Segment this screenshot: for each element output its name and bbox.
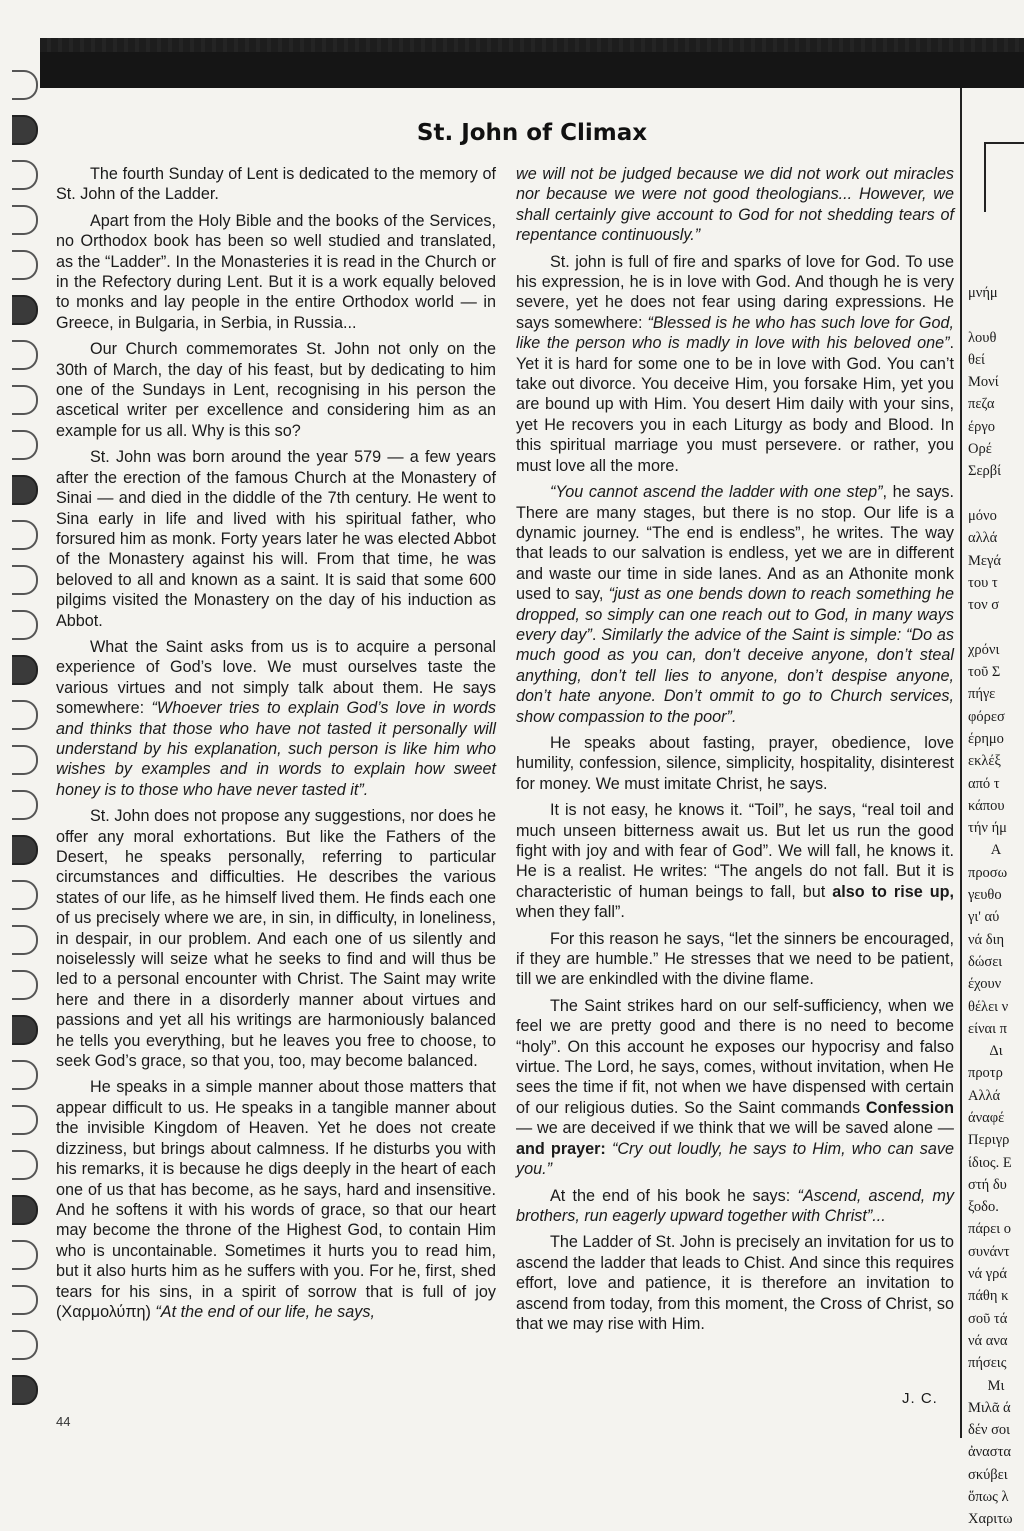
binding-ring — [12, 880, 38, 910]
paragraph — [56, 1077, 496, 1322]
greek-fragment: στή δυ — [968, 1176, 1007, 1193]
greek-fragment: Σερβί — [968, 463, 1002, 480]
binding-ring — [12, 610, 38, 640]
paragraph — [516, 482, 954, 727]
text-run: also to rise up, — [832, 882, 954, 901]
binding-ring — [12, 1060, 38, 1090]
text-run: “At the end of our life, he says, — [155, 1302, 375, 1321]
text-run: What the Saint asks from us is to acquire a personal experience of God’s love. We must ourselves taste the various virtues and not simply talk about them. He says somewhere: — [56, 637, 496, 718]
author-signature: J. C. — [902, 1390, 938, 1407]
greek-fragment: Α — [990, 842, 1002, 859]
greek-fragment: από τ — [968, 775, 1000, 792]
greek-fragment: Ορέ — [968, 441, 992, 458]
greek-fragment: συνάντ — [968, 1243, 1010, 1260]
greek-fragment: νά διη — [968, 931, 1005, 948]
text-run: , he says. There are many stages, but there is no stop. Our life is a dynamic journey. “The end is endless”, he writes. The way that leads to our salvation is endless, yet we are in different and waste our time in side lanes. And as an Athonite monk used to say, — [516, 483, 954, 604]
paragraph — [56, 339, 496, 441]
binding-ring — [12, 295, 38, 325]
paragraph — [516, 929, 954, 990]
greek-fragment: πάρει ο — [968, 1221, 1012, 1238]
greek-fragment: νά γρά — [968, 1266, 1008, 1283]
greek-fragment: έρημο — [968, 730, 1004, 747]
binding-ring — [12, 340, 38, 370]
greek-fragment — [968, 483, 1024, 505]
binding-ring — [12, 1330, 38, 1360]
greek-fragment: δώσει — [968, 953, 1003, 970]
binding-ring — [12, 385, 38, 415]
paragraph — [56, 211, 496, 333]
text-run: It is not easy, he knows it. “Toil”, he says, “real toil and much unseen bitterness await us. But let us run the good fight with joy and with fear of God”. We will fall, he knows it. He is a realist. He writes: “The angels do not fall. But it is characteristic of human beings to fall, but — [516, 801, 954, 901]
binding-ring — [12, 1375, 38, 1405]
text-run: He speaks in a simple manner about those matters that appear difficult to us. He speaks in a tangible manner about the invisible Kingdom of Heaven. Yet he does not create dizziness, but brings about calmness. If he disturbs you with his remarks, it is because he digs deeply in the heart of each one of us that has become, as he says, hard and insensitive. And he softens it with his words of grace, so that our heart may become the throne of the Highest God, to contain Him who is uncontainable. Sometimes it hurts you to read him, but it also hurts him as he suffers with you. For he, first, shed tears for his sins, in a spirit of sorrow that is full of joy (Χαρμολύπη) — [56, 1078, 496, 1321]
text-run: . — [591, 625, 602, 644]
text-run: we will not be judged because we did not work out miracles nor because we were not good theologians... However, we shall certainly give account to God for not shedding tears of repentance continuously.” — [516, 165, 954, 245]
paragraph — [56, 447, 496, 631]
greek-fragment: Δι — [989, 1043, 1003, 1060]
paragraph — [56, 164, 496, 205]
greek-fragment: προσω — [968, 864, 1008, 881]
greek-fragment: εκλέξ — [968, 753, 1001, 770]
text-run: — we are deceived if we think that we will be saved alone — — [516, 1119, 954, 1138]
greek-fragment: Χαριτω — [968, 1511, 1013, 1528]
paragraph — [56, 806, 496, 1071]
middle-column — [516, 164, 954, 1340]
greek-fragment: ὅπως λ — [968, 1489, 1009, 1506]
paragraph — [516, 1232, 954, 1334]
text-run: St. john is full of fire and sparks of love for God. To use his expression, he is in love with God. And though he is very severe, yet he does not fear using daring expressions. He says somewhere: — [516, 252, 954, 332]
corner-bracket — [984, 142, 1024, 212]
greek-fragment: μόνο — [968, 507, 997, 524]
text-run: “Whoever tries to explain God’s love in words and thinks that those who have not tasted it personally will understand by his explanation, such person is like him who wishes by examples and in words to explain how sweet honey is to those who have never tasted it”. — [56, 699, 496, 799]
binding-ring — [12, 205, 38, 235]
binding-ring — [12, 970, 38, 1000]
greek-fragment: θέλει ν — [968, 998, 1009, 1015]
greek-fragment: έχουν — [968, 976, 1002, 993]
greek-fragment: άναφέ — [968, 1109, 1005, 1126]
binding-ring — [12, 835, 38, 865]
binding-ring — [12, 790, 38, 820]
left-column — [56, 164, 496, 1328]
paragraph — [516, 733, 954, 794]
greek-fragment: του τ — [968, 574, 998, 591]
text-run: Similarly the advice of the Saint is simple: “Do as much good as you can, don’t deceive anyone, don’t steal anything, don’t tell lies to anyone, don’t despise anyone, don’t hate anyone. Don’t ommit to go to Church services, show compassion to the poor”. — [516, 625, 954, 726]
greek-fragment: τήν ήμ — [968, 820, 1007, 837]
binding-ring — [12, 655, 38, 685]
binding-ring — [12, 745, 38, 775]
text-run: Our Church commemorates St. John not only on the 30th of March, the day of his feast, but by dedicating to him one of the Sundays in Lent, recognising in his person the ascetical writer per excellence and considering him as an example for us all. Why is this so? — [56, 340, 496, 440]
text-run: when they fall”. — [516, 903, 625, 922]
greek-fragment: γι' αύ — [968, 909, 1000, 926]
paragraph — [516, 252, 954, 476]
greek-fragment: τοῦ Σ — [968, 664, 1001, 681]
greek-fragment: ἀναστα — [968, 1444, 1011, 1461]
greek-fragment: είναι π — [968, 1020, 1007, 1037]
greek-fragment: δέν σοι — [968, 1422, 1011, 1439]
binding-ring — [12, 250, 38, 280]
binding-ring — [12, 430, 38, 460]
greek-fragment: Μεγά — [968, 552, 1001, 569]
greek-fragment: Αλλά — [968, 1087, 1001, 1104]
greek-fragment: Περιγρ — [968, 1132, 1010, 1149]
greek-fragment: σοῦ τά — [968, 1310, 1008, 1327]
top-scan-band — [40, 38, 1024, 88]
greek-fragment: χρόνι — [968, 641, 1000, 658]
binding-ring — [12, 70, 38, 100]
binding-ring — [12, 700, 38, 730]
right-column-fragments — [968, 282, 1024, 1531]
text-run: “Cry out loudly, he says to Him, who can save you.” — [516, 1139, 954, 1179]
paragraph — [516, 1186, 954, 1227]
binding-ring — [12, 1015, 38, 1045]
binding-ring — [12, 475, 38, 505]
greek-fragment: λουθ — [968, 329, 997, 346]
binding-ring — [12, 925, 38, 955]
binding-rings — [0, 0, 46, 1440]
greek-fragment: Μι — [987, 1377, 1005, 1394]
paragraph — [516, 996, 954, 1180]
greek-fragment: Μονί — [968, 374, 999, 391]
column-rule — [960, 88, 962, 1438]
paragraph — [516, 164, 954, 246]
greek-fragment: πήγε — [968, 686, 996, 703]
text-run: For this reason he says, “let the sinners be encouraged, if they are humble.” He stresses that we need to be patient, till we are enkindled with the divine flame. — [516, 929, 954, 989]
greek-fragment: προτρ — [968, 1065, 1003, 1082]
greek-fragment: ξοδο. — [968, 1199, 999, 1216]
greek-fragment: γευθο — [968, 887, 1002, 904]
text-run: Apart from the Holy Bible and the books of the Services, no Orthodox book has been so well studied and translated, as the “Ladder”. In the Monasteries it is read in the Church or in the Refectory during Lent. But it is a work equally beloved to monks and lay people in the entire Orthodox world — in Greece, in Bulgaria, in Serbia, in Russia... — [56, 211, 496, 332]
text-run: and prayer: — [516, 1139, 606, 1158]
text-run: The Ladder of St. John is precisely an invitation for us to ascend the ladder that leads to Chist. And since this requires effort, love and patience, it is therefore an invitation to ascend from today, from this moment, the Cross of Christ, so that we may rise with Him. — [516, 1233, 954, 1333]
text-run: He speaks about fasting, prayer, obedience, love humility, confession, silence, simplicity, hospitality, disinterest for money. We must imitate Christ, he says. — [516, 733, 954, 793]
text-run: “You cannot ascend the ladder with one step” — [550, 483, 883, 502]
greek-fragment: νά ανα — [968, 1332, 1008, 1349]
binding-ring — [12, 1105, 38, 1135]
binding-ring — [12, 1285, 38, 1315]
greek-fragment: αλλά — [968, 530, 998, 547]
greek-fragment: μνήμ — [968, 285, 998, 301]
text-run: “Blessed is he who has such love for God, like the person who is madly in love with his beloved one” — [516, 313, 954, 353]
greek-fragment: Μιλᾶ ά — [968, 1399, 1011, 1416]
text-run: . Yet it is hard for some one to be in love with God. You can’t take out divorce. You deceive Him, you forsake Him, yet you are bound up with Him. You desert Him daily with your sins, yet He recovers you in each Liturgy as body and Blood. In this spiritual marriage you must persevere. or rather, you must love all the more. — [516, 334, 954, 475]
paragraph — [516, 800, 954, 922]
binding-ring — [12, 160, 38, 190]
text-run: At the end of his book he says: — [550, 1186, 798, 1205]
binding-ring — [12, 1240, 38, 1270]
greek-fragment — [968, 304, 1024, 326]
greek-fragment: ίδιος. Ε — [968, 1154, 1012, 1171]
text-run: The Saint strikes hard on our self-sufficiency, when we feel we are pretty good and there is no need to become “holy”. On this account he exposes our hypocrisy and falso virtue. The Lord, he says, comes, without invitation, when He sees the time if fit, not when we have dispensed with certain of our religious duties. So the Saint commands — [516, 996, 954, 1117]
article-title: St. John of Climax — [416, 120, 648, 146]
greek-fragment: φόρεσ — [968, 708, 1005, 725]
text-run: St. John does not propose any suggestions, nor does he offer any moral exhortations. But like the Fathers of the Desert, he speaks personally, referring to particular circumstances and difficulties. He describes the various states of our life, as he himself lived them. He finds each one of us precisely where we are, in sin, in difficulty, in loneliness, in despair, in our problem. And each one of us silently and noiselessly will seize what he seeks to find and will thus be led to a personal encounter with Christ. The Saint may write here and there in a disorderly manner about virtues and passions and yet all his writings are harmoniously balanced he tells you everything, but he leaves you free to choose, to seek God’s grace, so that you, too, may become balanced. — [56, 807, 496, 1071]
greek-fragment: πάθη κ — [968, 1288, 1009, 1305]
binding-ring — [12, 520, 38, 550]
binding-ring — [12, 565, 38, 595]
greek-fragment — [968, 616, 1024, 638]
text-run: St. John was born around the year 579 — a few years after the erection of the famous Church at the Monastery of Sinai — and died in the diddle of the 7th century. He went to Sina early in life and lived with his spiritual father, who forsured him as monk. Forty years later he was elected Abbot of the Monastery against his will. From that time, he was beloved to all and known as a saint. It is said that some 600 pilgims visited the Monastery on the day of his induction as Abbot. — [56, 448, 496, 630]
greek-fragment: πήσεις — [968, 1355, 1007, 1372]
paragraph — [56, 637, 496, 800]
greek-fragment: έργο — [968, 418, 995, 435]
binding-ring — [12, 1150, 38, 1180]
greek-fragment: θεί — [968, 351, 985, 368]
greek-fragment: σκύβει — [968, 1466, 1008, 1483]
greek-fragment: πεζα — [968, 396, 995, 413]
greek-fragment: κάπου — [968, 797, 1005, 814]
text-run: “just as one bends down to reach something he dropped, so simply can one reach out to God, in many ways every day” — [516, 585, 954, 644]
greek-fragment: τον σ — [968, 597, 1000, 614]
text-run: The fourth Sunday of Lent is dedicated to the memory of St. John of the Ladder. — [56, 165, 496, 204]
page-number: 44 — [56, 1414, 71, 1429]
text-run: Confession — [865, 1098, 954, 1117]
binding-ring — [12, 1195, 38, 1225]
text-run: “Ascend, ascend, my brothers, run eagerly upward together with Christ”... — [516, 1186, 954, 1225]
